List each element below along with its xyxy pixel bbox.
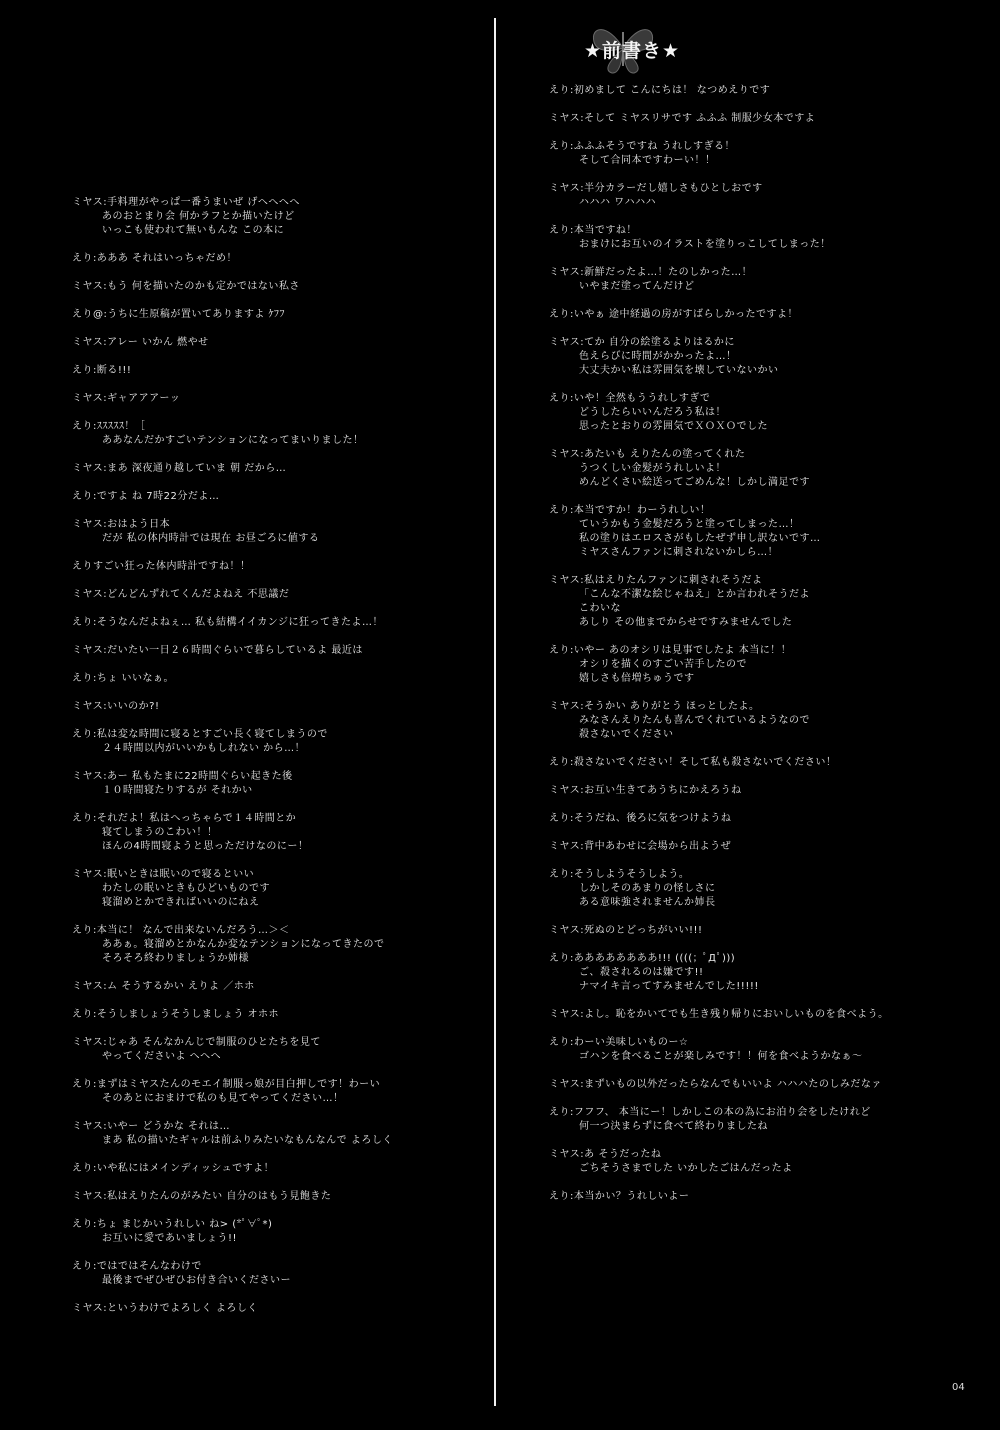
dialogue-continuation: ゴハンを食べることが楽しみです！！何を食べようかなぁ〜 <box>579 1051 863 1062</box>
dialogue-continuation: ハハハ ワハハハ <box>579 197 657 208</box>
dialogue-entry <box>549 868 949 910</box>
dialogue-continuation: 殺さないでください <box>579 729 674 740</box>
dialogue-line: えり:いやー あのオシリは見事でしたよ 本当に！！ <box>549 645 792 656</box>
dialogue-continuation: ２４時間以内がいいかもしれない から…！ <box>102 743 306 754</box>
dialogue-entry <box>72 462 482 476</box>
dialogue-line: ミヤス:眠いときは眠いので寝るといい <box>72 869 255 880</box>
dialogue-continuation: どうしたらいいんだろう私は！ <box>579 407 726 418</box>
dialogue-entry <box>72 336 482 350</box>
dialogue-continuation: だが 私の体内時計では現在 お昼ごろに値する <box>102 533 320 544</box>
dialogue-continuation: そして合同本ですわーい！！ <box>579 155 716 166</box>
dialogue-continuation: まあ 私の描いたギャルは前ふりみたいなもんなんで よろしく <box>102 1135 393 1146</box>
dialogue-line: えり:殺さないでください！そして私も殺さないでください！ <box>549 757 837 768</box>
dialogue-entry <box>549 700 949 742</box>
dialogue-entry <box>72 924 482 966</box>
dialogue-entry <box>72 1162 482 1176</box>
dialogue-line: えり:本当ですね！ <box>549 225 637 236</box>
dialogue-entry <box>549 644 949 686</box>
dialogue-line: えり:本当に！ なんで出来ないんだろう…＞＜ <box>72 925 290 936</box>
dialogue-line: えり:初めまして こんにちは！ なつめえりです <box>549 85 771 96</box>
dialogue-line: えり:いやぁ 途中経過の房がすばらしかったですよ！ <box>549 309 799 320</box>
dialogue-line: ミヤス:私はえりたんファンに刺されそうだよ <box>549 575 763 586</box>
dialogue-entry <box>72 770 482 798</box>
dialogue-line: ミヤス:そうかい ありがとう ほっとしたよ。 <box>549 701 760 712</box>
dialogue-entry <box>72 1120 482 1148</box>
dialogue-line: えり:そうなんだよねぇ… 私も結構イイカンジに狂ってきたよ…！ <box>72 617 383 628</box>
dialogue-continuation: わたしの眠いときもひどいものです <box>102 883 270 894</box>
dialogue-continuation: ごちそうさまでした いかしたごはんだったよ <box>579 1163 793 1174</box>
dialogue-line: ミヤス:背中あわせに会場から出ようぜ <box>549 841 732 852</box>
dialogue-continuation: あのおとまり会 何かラフとか描いたけど <box>102 211 295 222</box>
right-column <box>549 84 949 1218</box>
dialogue-line: えり:ｽｽｽｽｽ！［ <box>72 421 146 432</box>
dialogue-line: ミヤス:半分カラーだし嬉しさもひとしおです <box>549 183 763 194</box>
dialogue-line: ミヤス:いやー どうかな それは… <box>72 1121 231 1132</box>
dialogue-line: ミヤス:ギャアアアーッ <box>72 393 181 404</box>
dialogue-continuation: みなさんえりたんも喜んでくれているようなので <box>579 715 810 726</box>
dialogue-line: ミヤス:じゃあ そんなかんじで制服のひとたちを見て <box>72 1037 321 1048</box>
dialogue-entry <box>549 924 949 938</box>
dialogue-entry <box>72 518 482 546</box>
dialogue-entry <box>72 644 482 658</box>
dialogue-line: えり:ちょ まじかいうれしい ね> (*ﾟ∀ﾟ*) <box>72 1219 273 1230</box>
dialogue-entry <box>549 182 949 210</box>
dialogue-line: えり:本当ですか！わーうれしい！ <box>549 505 711 516</box>
dialogue-entry <box>549 812 949 826</box>
dialogue-entry <box>549 756 949 770</box>
dialogue-line: えり:そうだね、後ろに気をつけようね <box>549 813 732 824</box>
dialogue-continuation: 思ったとおりの雰囲気でＸＯＸＯでした <box>579 421 768 432</box>
dialogue-entry <box>72 280 482 294</box>
dialogue-entry <box>549 336 949 378</box>
dialogue-continuation: 最後までぜひぜひお付き合いくださいー <box>102 1275 291 1286</box>
dialogue-entry <box>549 1106 949 1134</box>
dialogue-entry <box>549 308 949 322</box>
dialogue-continuation: 「こんな不潔な絵じゃねえ」とか言われそうだよ <box>579 589 810 600</box>
dialogue-line: ミヤス:もう 何を描いたのかも定かではない私さ <box>72 281 300 292</box>
dialogue-line: ミヤス:死ぬのとどっちがいい!!! <box>549 925 703 936</box>
dialogue-line: ミヤス:というわけでよろしく よろしく <box>72 1303 258 1314</box>
dialogue-continuation: あしり その他までからせですみませんでした <box>579 617 793 628</box>
dialogue-line: えり:いや！全然もううれしすぎで <box>549 393 711 404</box>
dialogue-line: ミヤス:お互い生きてあうちにかえろうね <box>549 785 742 796</box>
dialogue-continuation: １０時間寝たりするが それかい <box>102 785 253 796</box>
dialogue-entry <box>72 252 482 266</box>
dialogue-entry <box>72 812 482 854</box>
dialogue-continuation: オシリを描くのすごい苦手したので <box>579 659 747 670</box>
dialogue-line: えり:ですよ ね 7時22分だよ… <box>72 491 220 502</box>
dialogue-entry <box>549 392 949 434</box>
dialogue-continuation: ご、殺されるのは嫌です!! <box>579 967 704 978</box>
dialogue-continuation: めんどくさい絵送ってごめんな！しかし満足です <box>579 477 810 488</box>
dialogue-line: えり:そうしようそうしよう。 <box>549 869 690 880</box>
dialogue-entry <box>72 1008 482 1022</box>
dialogue-entry <box>72 1036 482 1064</box>
dialogue-entry <box>549 1008 949 1022</box>
dialogue-line: えり:あああ それはいっちゃだめ！ <box>72 253 238 264</box>
dialogue-line: えり:本当かい？うれしいよー <box>549 1191 690 1202</box>
dialogue-entry <box>72 308 482 322</box>
title-block <box>570 18 700 78</box>
dialogue-line: えり:まずはミヤスたんのモエイ制服っ娘が目白押しです！わーい <box>72 1079 381 1090</box>
dialogue-line: ミヤス:アレー いかん 燃やせ <box>72 337 209 348</box>
dialogue-line: ミヤス:ム そうするかい えりよ ／ホホ <box>72 981 255 992</box>
dialogue-line: えり:ふふふそうですね うれしすぎる！ <box>549 141 736 152</box>
dialogue-line: ミヤス:てか 自分の絵塗るよりはるかに <box>549 337 735 348</box>
dialogue-line: ミヤス:あたいも えりたんの塗ってくれた <box>549 449 746 460</box>
dialogue-continuation: こわいな <box>579 603 621 614</box>
dialogue-entry <box>549 112 949 126</box>
dialogue-line: えり:フフフ、 本当にー！しかしこの本の為にお泊り会をしたけれど <box>549 1107 871 1118</box>
dialogue-entry <box>72 1078 482 1106</box>
dialogue-line: ミヤス:そして ミヤスリサです ふふふ 制服少女本ですよ <box>549 113 816 124</box>
dialogue-entry <box>549 840 949 854</box>
dialogue-entry <box>549 84 949 98</box>
dialogue-line: ミヤス:よし。恥をかいてでも生き残り帰りにおいしいものを食べよう。 <box>549 1009 889 1020</box>
dialogue-continuation: ていうかもう金髪だろうと塗ってしまった…！ <box>579 519 800 530</box>
dialogue-entry <box>72 672 482 686</box>
dialogue-line: ミヤス:まずいもの以外だったらなんでもいいよ ハハハたのしみだなァ <box>549 1079 882 1090</box>
dialogue-entry <box>72 1260 482 1288</box>
dialogue-line: えり:そうしましょうそうしましょう オホホ <box>72 1009 280 1020</box>
dialogue-line: えり:それだよ！私はへっちゃらで１４時間とか <box>72 813 297 824</box>
dialogue-entry <box>549 952 949 994</box>
dialogue-line: えり:わーい美味しいものー☆ <box>549 1037 689 1048</box>
dialogue-entry <box>549 266 949 294</box>
dialogue-line: えりすごい狂った体内時計ですね！！ <box>72 561 251 572</box>
dialogue-continuation: 嬉しさも倍増ちゅうです <box>579 673 695 684</box>
dialogue-continuation: ああぁ。寝溜めとかなんか変なテンションになってきたので <box>102 939 385 950</box>
dialogue-entry <box>72 490 482 504</box>
dialogue-line: ミヤス:まあ 深夜通り越していま 朝 だから… <box>72 463 287 474</box>
dialogue-entry <box>72 728 482 756</box>
dialogue-line: えり:いや私にはメインディッシュですよ！ <box>72 1163 275 1174</box>
dialogue-continuation: いやまだ塗ってんだけど <box>579 281 695 292</box>
dialogue-entry <box>549 1148 949 1176</box>
dialogue-entry <box>72 1218 482 1246</box>
dialogue-continuation: おまけにお互いのイラストを塗りっこしてしまった！ <box>579 239 831 250</box>
dialogue-entry <box>72 616 482 630</box>
dialogue-line: ミヤス:おはよう日本 <box>72 519 171 530</box>
dialogue-line: ミヤス:いいのか?! <box>72 701 160 712</box>
page-number: 04 <box>952 1382 965 1393</box>
dialogue-line: ミヤス:あ そうだったね <box>549 1149 662 1160</box>
dialogue-entry <box>72 980 482 994</box>
dialogue-line: ミヤス:どんどんずれてくんだよねえ 不思議だ <box>72 589 290 600</box>
dialogue-line: えり:ちょ いいなぁ。 <box>72 673 175 684</box>
dialogue-entry <box>72 700 482 714</box>
dialogue-line: ミヤス:新鮮だったよ…！たのしかった…！ <box>549 267 753 278</box>
dialogue-entry <box>549 784 949 798</box>
dialogue-entry <box>72 588 482 602</box>
dialogue-line: ミヤス:私はえりたんのがみたい 自分のはもう見飽きた <box>72 1191 332 1202</box>
dialogue-continuation: ほんの4時間寝ようと思っただけなのにー！ <box>102 841 309 852</box>
dialogue-continuation: そろそろ終わりましょうか姉様 <box>102 953 249 964</box>
dialogue-line: ミヤス:だいたい一日２６時間ぐらいで暮らしているよ 最近は <box>72 645 363 656</box>
dialogue-continuation: 大丈夫かい私は雰囲気を壊していないかい <box>579 365 779 376</box>
dialogue-continuation: 何一つ決まらずに食べて終わりましたね <box>579 1121 768 1132</box>
dialogue-continuation: お互いに愛であいましょう!! <box>102 1233 238 1244</box>
dialogue-entry <box>72 392 482 406</box>
left-column <box>72 196 482 1330</box>
dialogue-entry <box>549 574 949 630</box>
dialogue-entry <box>549 1078 949 1092</box>
column-divider <box>494 18 496 1406</box>
dialogue-entry <box>72 420 482 448</box>
dialogue-entry <box>549 1190 949 1204</box>
dialogue-line: ミヤス:あー 私もたまに22時間ぐらい起きた後 <box>72 771 293 782</box>
dialogue-line: えり:断る!!! <box>72 365 132 376</box>
dialogue-continuation: ナマイキ言ってすみませんでした!!!!! <box>579 981 759 992</box>
dialogue-continuation: ああなんだかすごいテンションになってまいりました！ <box>102 435 364 446</box>
dialogue-continuation: しかしそのあまりの怪しさに <box>579 883 716 894</box>
dialogue-continuation: ある意味強されませんか姉長 <box>579 897 716 908</box>
dialogue-continuation: 私の塗りはエロスさがもしたぜず申し訳ないです… <box>579 533 821 544</box>
dialogue-continuation: いっこも使われて無いもんな この本に <box>102 225 285 236</box>
dialogue-entry <box>549 140 949 168</box>
page-title: ★前書き★ <box>584 40 681 62</box>
dialogue-line: えり@:うちに生原稿が置いてありますよ ｹﾌﾌ <box>72 309 286 320</box>
dialogue-continuation: ミヤスさんファンに刺されないかしら…！ <box>579 547 779 558</box>
dialogue-continuation: そのあとにおまけで私のも見てやってください…！ <box>102 1093 344 1104</box>
dialogue-continuation: やってくださいよ へへへ <box>102 1051 222 1062</box>
dialogue-line: えり:ではではそんなわけで <box>72 1261 202 1272</box>
dialogue-entry <box>549 224 949 252</box>
dialogue-continuation: 色えらびに時間がかかったよ…！ <box>579 351 737 362</box>
dialogue-continuation: 寝溜めとかできればいいのにねえ <box>102 897 260 908</box>
dialogue-entry <box>72 1190 482 1204</box>
dialogue-entry <box>549 504 949 560</box>
dialogue-line: えり:私は変な時間に寝るとすごい長く寝てしまうので <box>72 729 328 740</box>
dialogue-entry <box>72 560 482 574</box>
dialogue-line: ミヤス:手料理がやっぱ一番うまいぜ げへへへへ <box>72 197 300 208</box>
dialogue-entry <box>72 1302 482 1316</box>
dialogue-entry <box>549 448 949 490</box>
dialogue-entry <box>72 868 482 910</box>
dialogue-continuation: 寝てしまうのこわい！！ <box>102 827 218 838</box>
dialogue-entry <box>549 1036 949 1064</box>
dialogue-line: えり:ああああああああ!!! ((((；ﾟДﾟ))) <box>549 953 736 964</box>
dialogue-entry <box>72 196 482 238</box>
dialogue-entry <box>72 364 482 378</box>
dialogue-continuation: うつくしい金髪がうれしいよ！ <box>579 463 726 474</box>
